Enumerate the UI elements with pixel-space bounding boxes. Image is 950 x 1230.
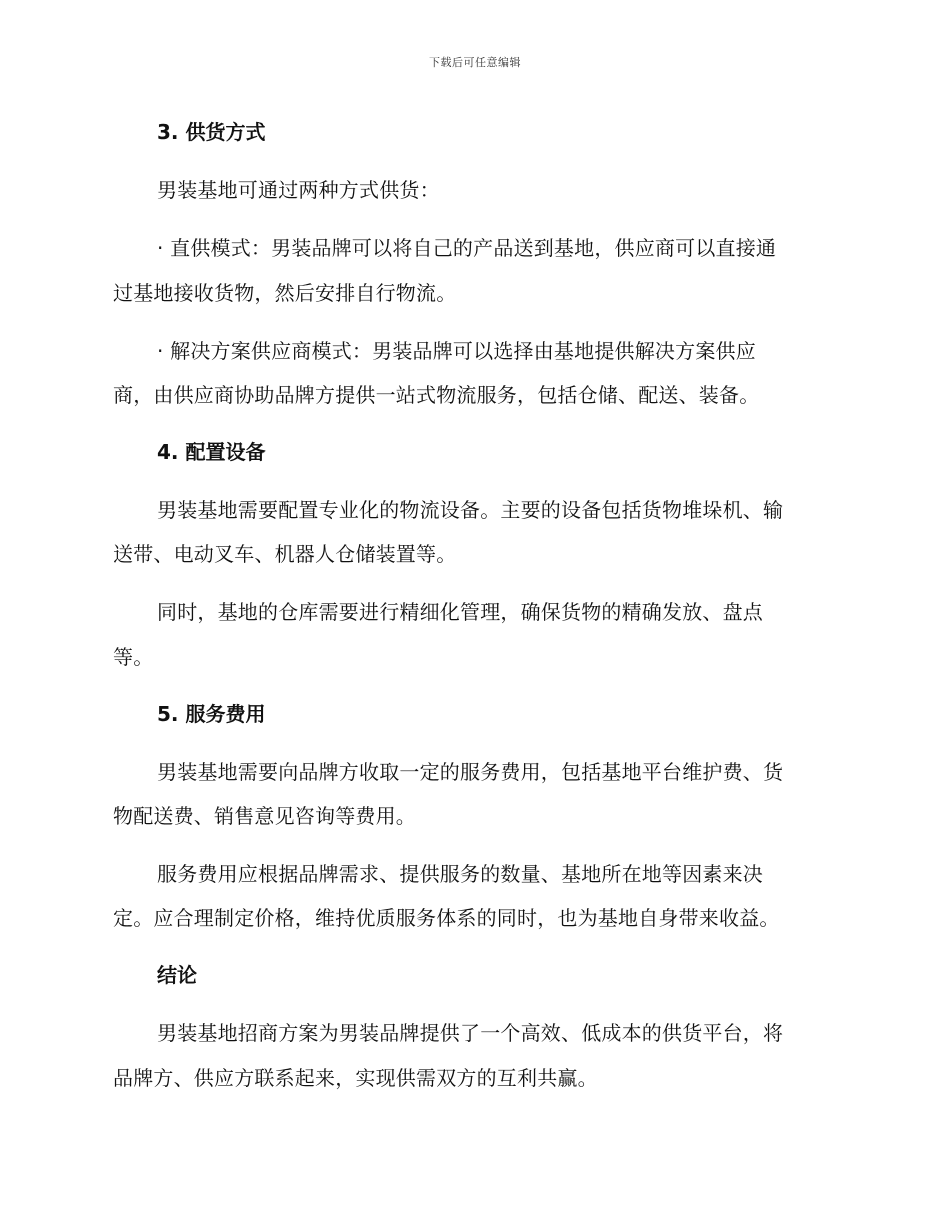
fees-p1-line2: 物配送费、销售意见咨询等费用。 bbox=[113, 804, 416, 828]
page-header: 下载后可任意编辑 bbox=[429, 56, 521, 69]
section-heading-conclusion: 结论 bbox=[157, 963, 197, 987]
supply-bullet1-line2: 过基地接收货物，然后安排自行物流。 bbox=[113, 281, 457, 305]
section-heading-supply: 3. 供货方式 bbox=[157, 120, 266, 144]
section-heading-equipment: 4. 配置设备 bbox=[157, 440, 266, 464]
fees-p1-line1: 男装基地需要向品牌方收取一定的服务费用，包括基地平台维护费、货 bbox=[157, 760, 784, 784]
equipment-p1-line2: 送带、电动叉车、机器人仓储装置等。 bbox=[113, 542, 457, 566]
equipment-p2-line2: 等。 bbox=[113, 645, 154, 669]
conclusion-p1-line1: 男装基地招商方案为男装品牌提供了一个高效、低成本的供货平台，将 bbox=[157, 1021, 784, 1045]
section-heading-fees: 5. 服务费用 bbox=[157, 702, 266, 726]
fees-p2-line1: 服务费用应根据品牌需求、提供服务的数量、基地所在地等因素来决 bbox=[157, 862, 763, 886]
supply-bullet2-line1: · 解决方案供应商模式：男装品牌可以选择由基地提供解决方案供应 bbox=[157, 339, 756, 363]
equipment-p2-line1: 同时，基地的仓库需要进行精细化管理，确保货物的精确发放、盘点 bbox=[157, 600, 763, 624]
fees-p2-line2: 定。应合理制定价格，维持优质服务体系的同时，也为基地自身带来收益。 bbox=[113, 906, 780, 930]
supply-bullet2-line2: 商，由供应商协助品牌方提供一站式物流服务，包括仓储、配送、装备。 bbox=[113, 383, 760, 407]
conclusion-p1-line2: 品牌方、供应方联系起来，实现供需双方的互利共赢。 bbox=[113, 1066, 598, 1090]
equipment-p1-line1: 男装基地需要配置专业化的物流设备。主要的设备包括货物堆垛机、输 bbox=[157, 498, 784, 522]
supply-intro: 男装基地可通过两种方式供货： bbox=[157, 178, 440, 202]
supply-bullet1-line1: · 直供模式：男装品牌可以将自己的产品送到基地，供应商可以直接通 bbox=[157, 236, 777, 260]
